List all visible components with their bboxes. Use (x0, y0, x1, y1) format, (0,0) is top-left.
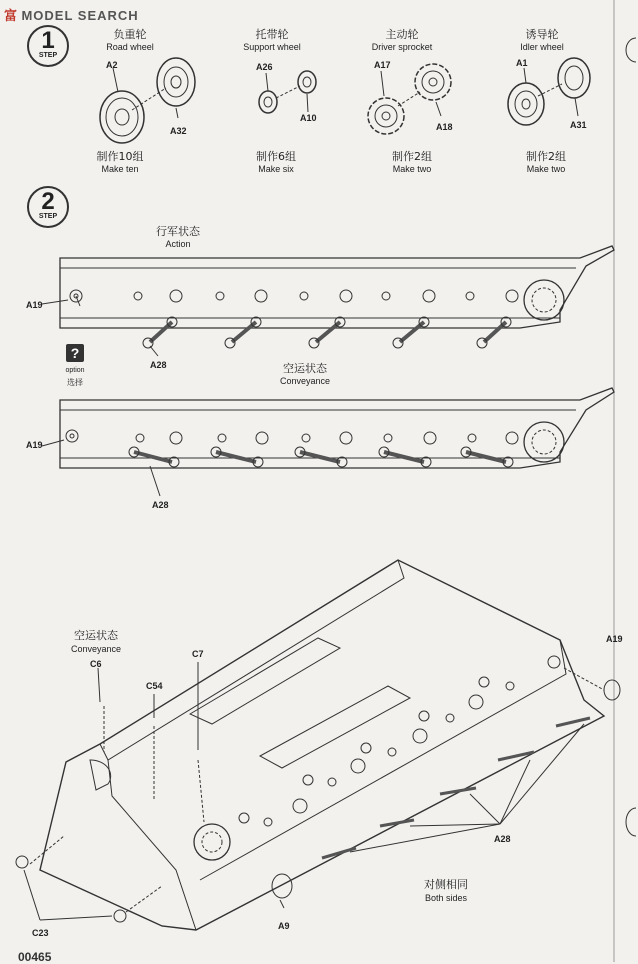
part-label: C23 (32, 928, 49, 938)
part-label: A10 (300, 113, 317, 123)
part-label: A28 (150, 360, 167, 370)
assembly-conveyance-cn: 空运状态 (74, 629, 118, 642)
assembly-conveyance-en: Conveyance (70, 644, 122, 654)
part-label: A31 (570, 120, 587, 130)
support-wheel-title-cn: 托带轮 (255, 28, 289, 41)
road-wheel-make-cn: 制作10组 (96, 150, 144, 163)
part-label: C54 (146, 681, 163, 691)
part-label: A26 (256, 62, 273, 72)
watermark-cn: 富 (4, 9, 18, 24)
driver-sprocket-make-en: Make two (392, 164, 432, 174)
support-wheel-drawing (259, 71, 316, 113)
option-icon-glyph: ? (70, 345, 80, 361)
road-wheel-make-en: Make ten (101, 164, 139, 174)
option-label-cn: 选择 (67, 378, 83, 387)
hull-side-conveyance (42, 388, 614, 496)
support-wheel-make-cn: 制作6组 (256, 150, 296, 163)
idler-wheel-title-en: Idler wheel (520, 42, 564, 52)
driver-sprocket-title-cn: 主动轮 (385, 28, 419, 41)
part-label: A28 (152, 500, 169, 510)
hull-bottom-isometric (16, 560, 620, 930)
page-number: 00465 (18, 950, 52, 964)
part-label: A19 (606, 634, 623, 644)
step1-word: STEP (38, 52, 58, 59)
part-label: A19 (26, 300, 43, 310)
idler-wheel-title-cn: 诱导轮 (525, 28, 559, 41)
part-label: C6 (90, 659, 102, 669)
part-label: A28 (494, 834, 511, 844)
action-title-cn: 行军状态 (156, 225, 200, 238)
step1-number: 1 (41, 27, 55, 54)
hull-side-action (42, 246, 614, 356)
part-label: A18 (436, 122, 453, 132)
part-label: A19 (26, 440, 43, 450)
part-label: A2 (106, 60, 118, 70)
conveyance-title-cn: 空运状态 (283, 362, 327, 375)
step2-word: STEP (38, 213, 58, 220)
idler-wheel-make-cn: 制作2组 (526, 150, 566, 163)
step1-badge (28, 27, 68, 59)
part-label: A1 (516, 58, 528, 68)
conveyance-title-en: Conveyance (279, 376, 331, 386)
both-sides-en: Both sides (424, 893, 468, 903)
part-label: A32 (170, 126, 187, 136)
step2-badge (28, 188, 68, 220)
part-label: A17 (374, 60, 391, 70)
watermark (4, 5, 139, 25)
option-icon (66, 344, 84, 362)
idler-wheel-drawing (508, 58, 590, 125)
option-label-en: option (65, 367, 85, 374)
idler-wheel-make-en: Make two (526, 164, 566, 174)
both-sides-cn: 对侧相同 (424, 878, 468, 891)
road-wheel-title-cn: 负重轮 (113, 28, 147, 41)
driver-sprocket-title-en: Driver sprocket (371, 42, 433, 52)
support-wheel-title-en: Support wheel (243, 42, 301, 52)
watermark-en: MODEL SEARCH (21, 8, 139, 23)
support-wheel-make-en: Make six (258, 164, 294, 174)
driver-sprocket-make-cn: 制作2组 (392, 150, 432, 163)
action-title-en: Action (165, 239, 191, 249)
part-label: C7 (192, 649, 204, 659)
part-label: A9 (278, 921, 290, 931)
step2-number: 2 (41, 188, 55, 215)
road-wheel-title-en: Road wheel (106, 42, 154, 52)
